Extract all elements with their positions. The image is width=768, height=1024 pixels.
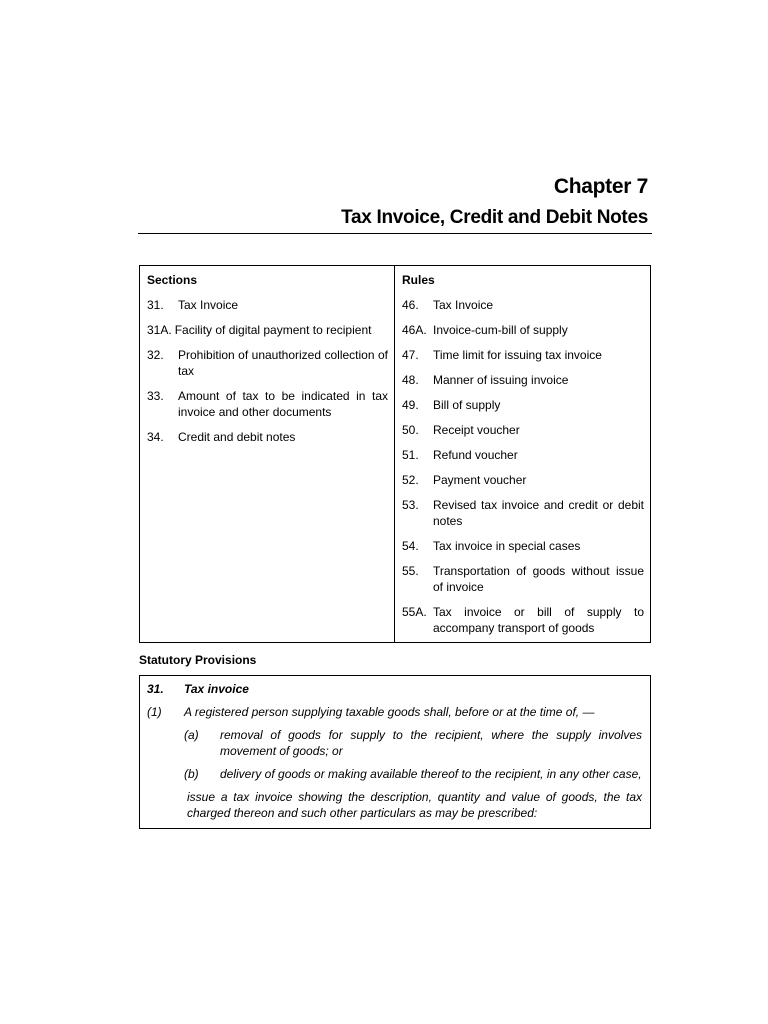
rule-number: 54.: [402, 539, 419, 553]
rule-item: [402, 472, 644, 488]
rule-number: 53.: [402, 498, 419, 512]
rule-number: 55A.: [402, 605, 427, 619]
provision-clause: [147, 704, 642, 720]
section-text: Amount of tax to be indicated in tax invoice and other documents: [178, 389, 388, 419]
rule-text: Manner of issuing invoice: [433, 373, 569, 387]
provision-box: [139, 675, 651, 829]
rule-number: 55.: [402, 564, 419, 578]
rule-item: [402, 347, 644, 363]
sections-heading: Sections: [147, 273, 198, 287]
provision-section-title: Tax invoice: [184, 682, 249, 696]
rule-text: Revised tax invoice and credit or debit notes: [433, 498, 644, 528]
rule-text: Invoice-cum-bill of supply: [433, 323, 568, 337]
subclause: [184, 727, 642, 759]
rule-text: Receipt voucher: [433, 423, 520, 437]
rule-text: Tax Invoice: [433, 298, 494, 312]
rule-number: 52.: [402, 473, 419, 487]
section-number: 31A.: [147, 323, 172, 337]
rule-number: 47.: [402, 348, 419, 362]
provision-title-row: [147, 681, 642, 697]
statutory-provisions-heading: Statutory Provisions: [139, 653, 257, 667]
rule-number: 46A.: [402, 323, 427, 337]
rule-text: Refund voucher: [433, 448, 518, 462]
contents-table: [139, 265, 651, 643]
rule-text: Tax invoice or bill of supply to accompany transport of goods: [433, 605, 644, 635]
section-item: [147, 429, 388, 445]
closing-text: issue a tax invoice showing the description, quantity and value of goods, the tax charged thereon and such other particulars as may be prescribed:: [187, 790, 642, 820]
rule-item: [402, 604, 644, 636]
rule-item: [402, 497, 644, 529]
section-text: Facility of digital payment to recipient: [174, 323, 372, 337]
chapter-title: Tax Invoice, Credit and Debit Notes: [341, 207, 648, 228]
section-item: [147, 347, 388, 379]
rule-text: Transportation of goods without issue of invoice: [433, 564, 644, 594]
subclause-number: (a): [184, 728, 199, 742]
rule-item: [402, 538, 644, 554]
section-text: Tax Invoice: [178, 298, 239, 312]
rule-text: Payment voucher: [433, 473, 527, 487]
subclause: [184, 766, 642, 782]
rule-item: [402, 297, 644, 313]
rule-item: [402, 322, 644, 338]
sections-column: [140, 266, 395, 642]
rules-column: [395, 266, 650, 642]
section-item: [147, 322, 388, 338]
rule-number: 48.: [402, 373, 419, 387]
rule-number: 50.: [402, 423, 419, 437]
subclause-number: (b): [184, 767, 199, 781]
section-text: Credit and debit notes: [178, 430, 296, 444]
chapter-header: [341, 175, 648, 229]
section-text: Prohibition of unauthorized collection of tax: [178, 348, 388, 378]
section-number: 32.: [147, 348, 164, 362]
rule-item: [402, 447, 644, 463]
section-item: [147, 388, 388, 420]
rule-item: [402, 397, 644, 413]
clause-text: A registered person supplying taxable goods shall, before or at the time of, —: [184, 705, 595, 719]
rule-text: Time limit for issuing tax invoice: [433, 348, 602, 362]
section-number: 34.: [147, 430, 164, 444]
rule-number: 49.: [402, 398, 419, 412]
rule-number: 51.: [402, 448, 419, 462]
section-item: [147, 297, 388, 313]
rule-item: [402, 372, 644, 388]
section-number: 33.: [147, 389, 164, 403]
chapter-number: Chapter 7: [553, 175, 648, 198]
rule-text: Bill of supply: [433, 398, 501, 412]
subclause-text: removal of goods for supply to the recipient, where the supply involves movement of goods; or: [220, 728, 642, 758]
section-number: 31.: [147, 298, 164, 312]
provision-section-number: 31.: [147, 682, 164, 696]
header-divider: [138, 233, 652, 234]
clause-number: (1): [147, 705, 162, 719]
subclause-text: delivery of goods or making available thereof to the recipient, in any other case,: [220, 767, 642, 781]
rule-text: Tax invoice in special cases: [433, 539, 581, 553]
rules-heading: Rules: [402, 273, 435, 287]
rule-item: [402, 563, 644, 595]
rule-number: 46.: [402, 298, 419, 312]
rule-item: [402, 422, 644, 438]
